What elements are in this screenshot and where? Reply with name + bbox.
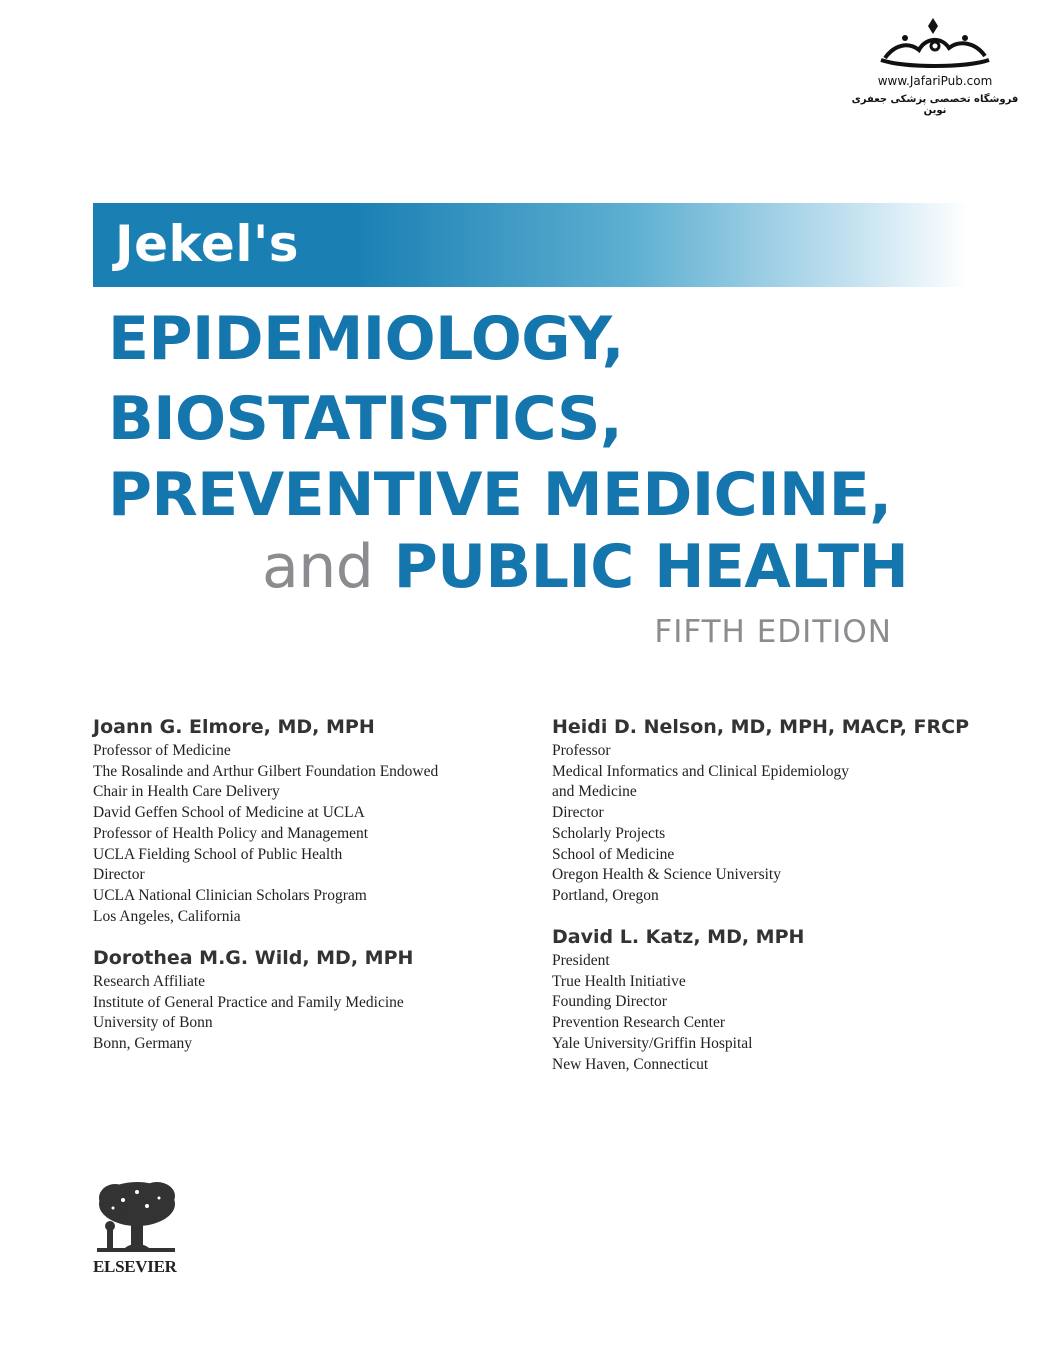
author-name: Heidi D. Nelson, MD, MPH, MACP, FRCP <box>552 716 970 738</box>
author-affiliation: Bonn, Germany <box>93 1035 193 1053</box>
watermark-subtitle: فروشگاه تخصصی پزشکی جعفری نوین <box>851 94 1019 116</box>
author-affiliation: Scholarly Projects <box>552 824 666 842</box>
author-block <box>93 947 413 1055</box>
title-line-2: BIOSTATISTICS, <box>108 384 623 454</box>
jafaripub-logo-icon <box>875 14 995 72</box>
author-affiliation: True Health Initiative <box>552 972 686 990</box>
series-title: Jekel's <box>115 215 300 273</box>
author-affiliation: Director <box>552 804 604 822</box>
author-affiliation: President <box>552 952 610 969</box>
title-line-3: PREVENTIVE MEDICINE, <box>108 460 892 530</box>
title-line-4 <box>262 532 908 602</box>
author-affiliation: New Haven, Connecticut <box>552 1055 709 1073</box>
author-affiliation: Director <box>93 866 145 884</box>
author-affiliation: Professor of Health Policy and Management <box>93 824 369 842</box>
author-affiliation: Medical Informatics and Clinical Epidemiology <box>552 762 850 780</box>
author-affiliation: Chair in Health Care Delivery <box>93 783 280 801</box>
author-block <box>552 926 804 1075</box>
edition-label: FIFTH EDITION <box>654 614 892 650</box>
title-connector: and <box>262 532 374 602</box>
author-affiliation: David Geffen School of Medicine at UCLA <box>93 804 365 822</box>
author-affiliation: Los Angeles, California <box>93 907 241 925</box>
watermark-url: www.JafariPub.com <box>877 74 993 88</box>
series-banner <box>93 203 968 287</box>
author-affiliation: Yale University/Griffin Hospital <box>552 1034 753 1052</box>
author-name: David L. Katz, MD, MPH <box>552 926 805 948</box>
author-affiliation: Institute of General Practice and Family Medicine <box>93 993 404 1011</box>
author-affiliation: Portland, Oregon <box>552 886 659 904</box>
author-block <box>552 716 969 907</box>
author-affiliation: School of Medicine <box>552 845 675 863</box>
author-affiliation: The Rosalinde and Arthur Gilbert Foundation Endowed <box>93 762 439 780</box>
publisher-logo <box>93 1178 183 1277</box>
author-affiliation: Professor of Medicine <box>93 742 231 759</box>
author-affiliation: Research Affiliate <box>93 973 206 990</box>
author-name: Joann G. Elmore, MD, MPH <box>93 716 375 738</box>
author-affiliation: UCLA National Clinician Scholars Program <box>93 886 367 904</box>
publisher-name: ELSEVIER <box>93 1257 177 1276</box>
title-line-1: EPIDEMIOLOGY, <box>108 304 624 374</box>
author-affiliation: Prevention Research Center <box>552 1014 726 1032</box>
elsevier-tree-icon <box>93 1178 179 1256</box>
author-affiliation: Oregon Health & Science University <box>552 866 781 884</box>
author-block <box>93 716 438 927</box>
jafaripub-watermark <box>840 14 1030 116</box>
author-name: Dorothea M.G. Wild, MD, MPH <box>93 947 414 969</box>
title-line-4-main: PUBLIC HEALTH <box>393 532 909 602</box>
author-affiliation: UCLA Fielding School of Public Health <box>93 845 343 863</box>
author-affiliation: University of Bonn <box>93 1014 213 1032</box>
author-affiliation: and Medicine <box>552 783 637 801</box>
author-affiliation: Founding Director <box>552 993 667 1011</box>
author-affiliation: Professor <box>552 742 611 759</box>
